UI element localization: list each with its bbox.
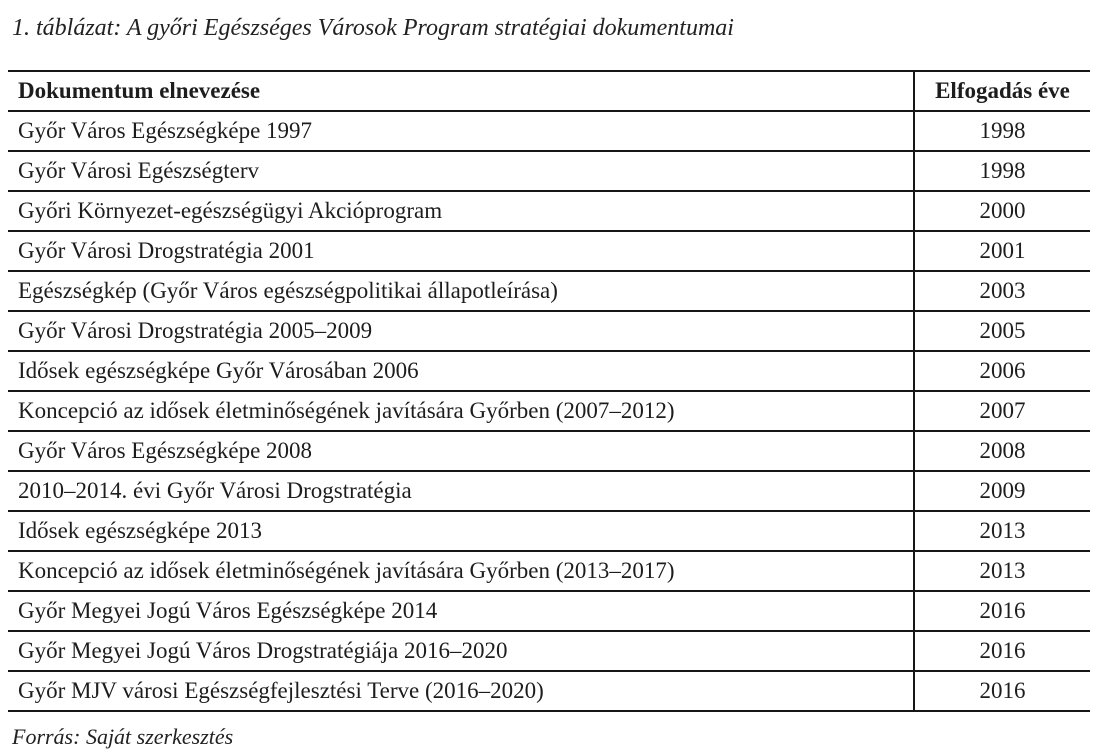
adoption-year-cell: 2005 xyxy=(914,311,1090,351)
strategic-documents-table xyxy=(8,70,1090,712)
col-header-document-name: Dokumentum elnevezése xyxy=(8,71,914,111)
table-body xyxy=(8,111,1090,711)
header-row xyxy=(8,71,1090,111)
adoption-year-cell: 2013 xyxy=(914,551,1090,591)
document-name-cell: Győr Városi Egészségterv xyxy=(8,151,914,191)
adoption-year-cell: 2000 xyxy=(914,191,1090,231)
table-row xyxy=(8,111,1090,151)
document-name-cell: Győr Város Egészségképe 2008 xyxy=(8,431,914,471)
document-name-cell: Győri Környezet-egészségügyi Akcióprogram xyxy=(8,191,914,231)
adoption-year-cell: 2007 xyxy=(914,391,1090,431)
table-row xyxy=(8,471,1090,511)
document-name-cell: Győr Megyei Jogú Város Egészségképe 2014 xyxy=(8,591,914,631)
document-name-cell: Idősek egészségképe 2013 xyxy=(8,511,914,551)
table-row xyxy=(8,231,1090,271)
adoption-year-cell: 1998 xyxy=(914,151,1090,191)
table-row xyxy=(8,311,1090,351)
document-name-cell: Győr Városi Drogstratégia 2001 xyxy=(8,231,914,271)
document-name-cell: Koncepció az idősek életminőségének javítására Győrben (2007–2012) xyxy=(8,391,914,431)
adoption-year-cell: 2016 xyxy=(914,671,1090,711)
document-name-cell: Győr Város Egészségképe 1997 xyxy=(8,111,914,151)
table-row xyxy=(8,271,1090,311)
adoption-year-cell: 2009 xyxy=(914,471,1090,511)
table-header xyxy=(8,71,1090,111)
table-row xyxy=(8,391,1090,431)
table-row xyxy=(8,591,1090,631)
table-row xyxy=(8,351,1090,391)
table-row xyxy=(8,631,1090,671)
adoption-year-cell: 2016 xyxy=(914,631,1090,671)
table-caption: 1. táblázat: A győri Egészséges Városok Program stratégiai dokumentumai xyxy=(12,15,734,41)
document-name-cell: 2010–2014. évi Győr Városi Drogstratégia xyxy=(8,471,914,511)
table-row xyxy=(8,191,1090,231)
adoption-year-cell: 2013 xyxy=(914,511,1090,551)
adoption-year-cell: 2001 xyxy=(914,231,1090,271)
adoption-year-cell: 2003 xyxy=(914,271,1090,311)
document-name-cell: Koncepció az idősek életminőségének javítására Győrben (2013–2017) xyxy=(8,551,914,591)
document-name-cell: Egészségkép (Győr Város egészségpolitikai állapotleírása) xyxy=(8,271,914,311)
table-row xyxy=(8,431,1090,471)
table-row xyxy=(8,671,1090,711)
adoption-year-cell: 1998 xyxy=(914,111,1090,151)
adoption-year-cell: 2016 xyxy=(914,591,1090,631)
adoption-year-cell: 2008 xyxy=(914,431,1090,471)
table-row xyxy=(8,551,1090,591)
table-row xyxy=(8,511,1090,551)
table-row xyxy=(8,151,1090,191)
source-note: Forrás: Saját szerkesztés xyxy=(12,724,234,749)
col-header-adoption-year: Elfogadás éve xyxy=(914,71,1090,111)
document-name-cell: Győr Városi Drogstratégia 2005–2009 xyxy=(8,311,914,351)
adoption-year-cell: 2006 xyxy=(914,351,1090,391)
document-name-cell: Győr MJV városi Egészségfejlesztési Terve (2016–2020) xyxy=(8,671,914,711)
document-name-cell: Győr Megyei Jogú Város Drogstratégiája 2016–2020 xyxy=(8,631,914,671)
document-name-cell: Idősek egészségképe Győr Városában 2006 xyxy=(8,351,914,391)
